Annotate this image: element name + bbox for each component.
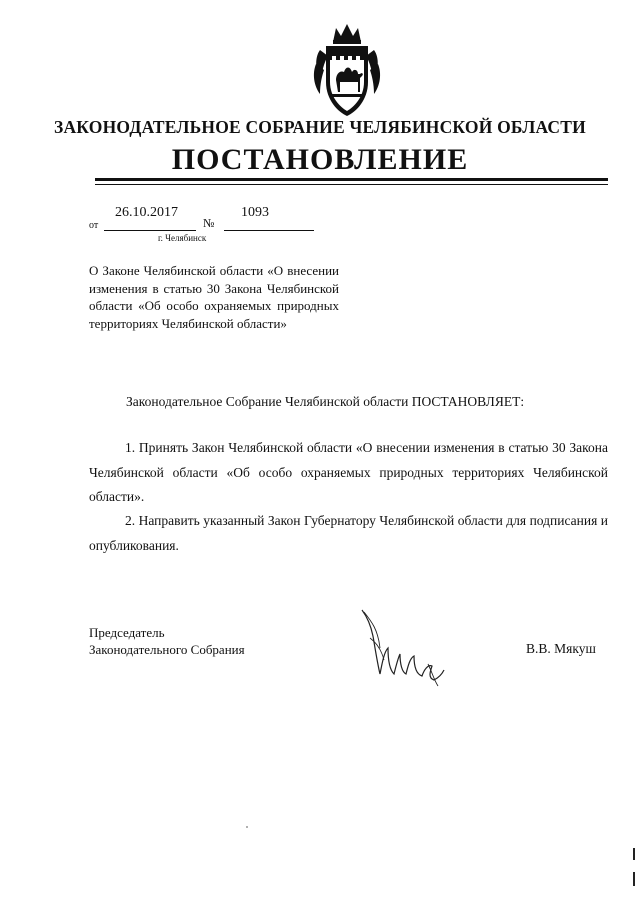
date-underline xyxy=(104,230,196,231)
organization-title: ЗАКОНОДАТЕЛЬНОЕ СОБРАНИЕ ЧЕЛЯБИНСКОЙ ОБЛАСТИ xyxy=(54,117,586,137)
number-label: № xyxy=(203,216,215,230)
signer-position-line: Председатель xyxy=(89,625,165,640)
handwritten-signature xyxy=(358,608,448,688)
scan-edge-mark xyxy=(633,872,635,886)
date-label: от xyxy=(89,220,99,231)
signer-position-line: Законодательного Собрания xyxy=(89,642,245,657)
document-date: 26.10.2017 xyxy=(115,205,178,220)
chelyabinsk-coat-of-arms-icon xyxy=(310,20,384,120)
signer-name: В.В. Мякуш xyxy=(526,641,596,656)
header-rule-thick xyxy=(95,178,608,181)
document-subject: О Законе Челябинской области «О внесении изменения в статью 30 Закона Челябинской области «Об особо охраняемых природных территориях Челябинской области» xyxy=(89,263,339,331)
header-rule-thin xyxy=(95,184,608,185)
resolution-item: 1. Принять Закон Челябинской области «О внесении изменения в статью 30 Закона Челябинской области «Об особо охраняемых природных территориях Челябинской области». xyxy=(89,440,608,504)
resolution-intro: Законодательное Собрание Челябинской области ПОСТАНОВЛЯЕТ: xyxy=(126,394,525,409)
document-type-heading: ПОСТАНОВЛЕНИЕ xyxy=(171,143,469,176)
document-number: 1093 xyxy=(241,205,269,220)
scan-edge-mark xyxy=(633,848,635,860)
resolution-item: 2. Направить указанный Закон Губернатору Челябинской области для подписания и опубликования. xyxy=(89,513,608,553)
scan-speck xyxy=(246,826,248,828)
number-underline xyxy=(224,230,314,231)
document-city: г. Челябинск xyxy=(158,233,207,243)
signer-position xyxy=(89,624,245,658)
